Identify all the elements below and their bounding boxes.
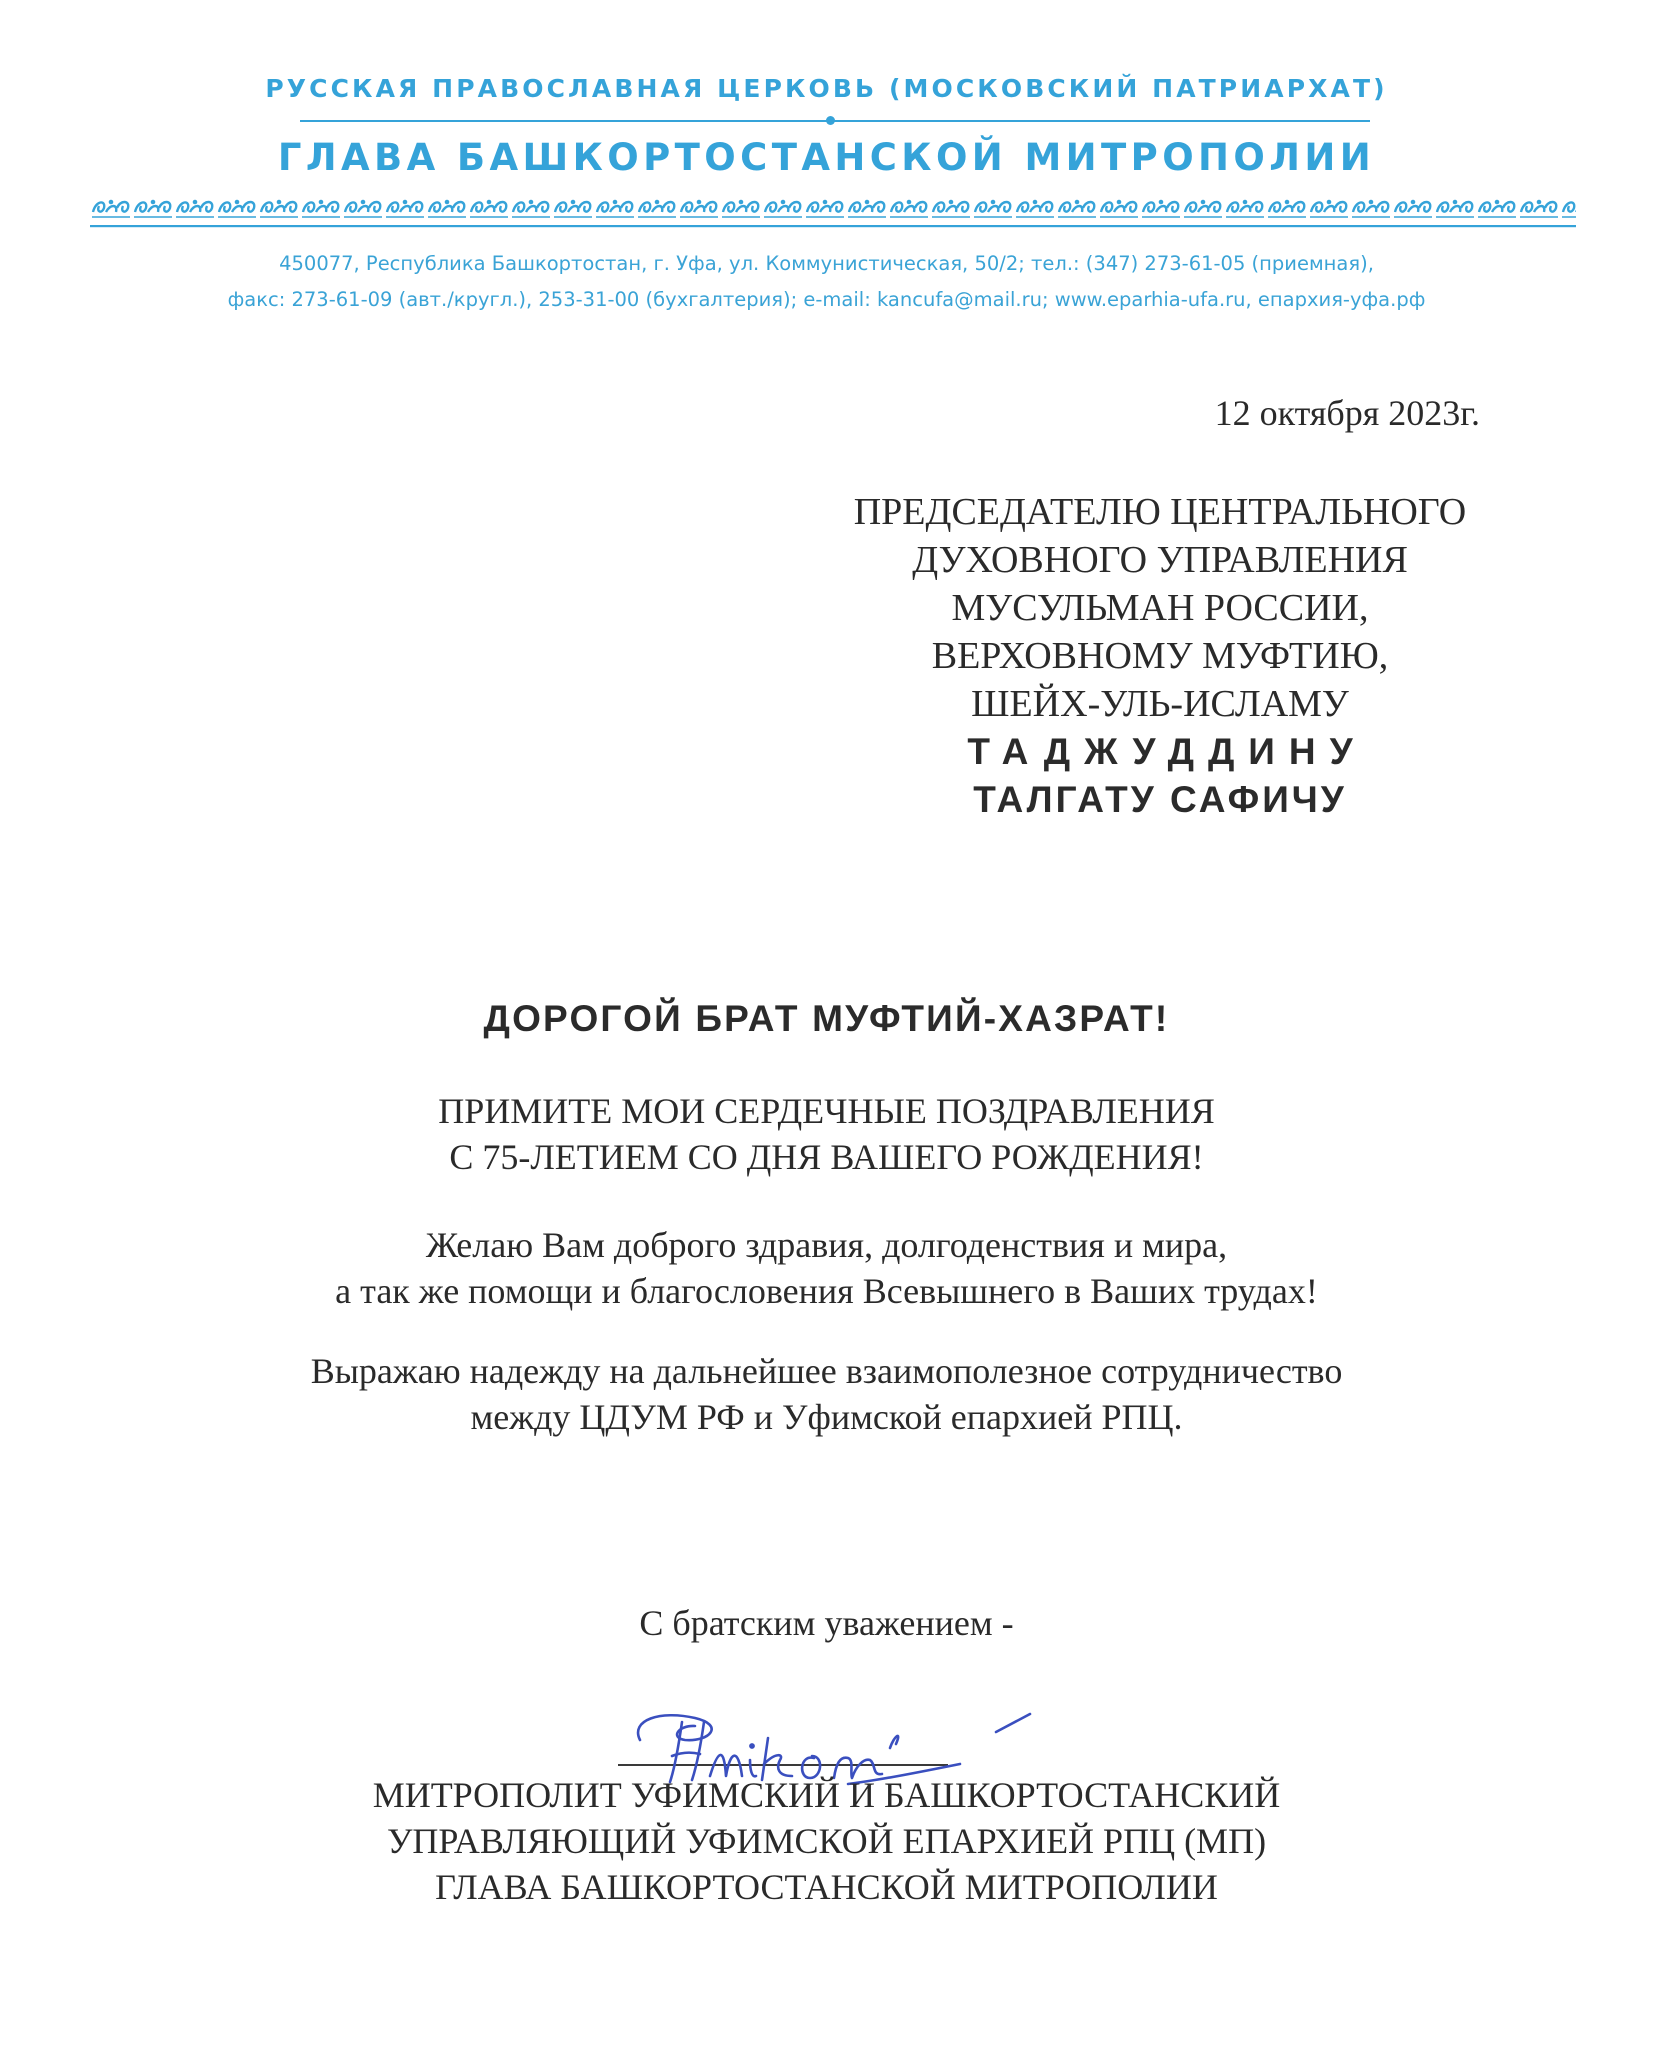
signer-block <box>0 1772 1653 1910</box>
paragraph-line: между ЦДУМ РФ и Уфимской епархией РПЦ. <box>470 1397 1183 1437</box>
addressee-line: ПРЕДСЕДАТЕЛЮ ЦЕНТРАЛЬНОГО <box>853 491 1467 533</box>
letterhead-address-line2: факс: 273-61-09 (авт./кругл.), 253-31-00 (бухгалтерия); e-mail: kancufa@mail.ru; www.eparhia-ufa.ru, епархия-уфа.рф <box>227 288 1426 311</box>
paragraph-line: Выражаю надежду на дальнейшее взаимополезное сотрудничество <box>310 1351 1343 1391</box>
addressee-line: ВЕРХОВНОМУ МУФТИЮ, <box>931 635 1389 677</box>
addressee-block <box>700 488 1620 824</box>
addressee-line: МУСУЛЬМАН РОССИИ, <box>951 587 1369 629</box>
addressee-line: ШЕЙХ-УЛЬ-ИСЛАМУ <box>971 683 1349 725</box>
paragraph-line: Желаю Вам доброго здравия, долгоденствия и мира, <box>425 1225 1228 1265</box>
letterhead-title: ГЛАВА БАШКОРТОСТАНСКОЙ МИТРОПОЛИИ <box>277 136 1376 179</box>
ornament-border <box>90 194 1576 230</box>
paragraph-line: а так же помощи и благословения Всевышнего в Ваших трудах! <box>335 1271 1318 1311</box>
cooperation-paragraph <box>0 1348 1653 1440</box>
addressee-surname: ТАДЖУДДИНУ <box>967 731 1367 772</box>
letterhead-address-line1: 450077, Республика Башкортостан, г. Уфа, ул. Коммунистическая, 50/2; тел.: (347) 273-61-05 (приемная), <box>279 252 1374 275</box>
wishes-paragraph <box>0 1222 1653 1314</box>
addressee-name: ТАЛГАТУ САФИЧУ <box>973 779 1347 820</box>
letter-date: 12 октября 2023г. <box>1214 393 1480 433</box>
paragraph-line: С 75-ЛЕТИЕМ СО ДНЯ ВАШЕГО РОЖДЕНИЯ! <box>449 1137 1204 1177</box>
signer-line: ГЛАВА БАШКОРТОСТАНСКОЙ МИТРОПОЛИИ <box>435 1867 1218 1907</box>
congratulation-paragraph <box>0 1088 1653 1180</box>
addressee-line: ДУХОВНОГО УПРАВЛЕНИЯ <box>912 539 1408 581</box>
paragraph-line: ПРИМИТЕ МОИ СЕРДЕЧНЫЕ ПОЗДРАВЛЕНИЯ <box>438 1091 1215 1131</box>
letterhead-rule <box>300 120 1370 122</box>
signer-line: МИТРОПОЛИТ УФИМСКИЙ И БАШКОРТОСТАНСКИЙ <box>372 1775 1281 1815</box>
closing-line: С братским уважением - <box>639 1603 1014 1643</box>
greeting-heading: ДОРОГОЙ БРАТ МУФТИЙ-ХАЗРАТ! <box>483 998 1170 1039</box>
signer-line: УПРАВЛЯЮЩИЙ УФИМСКОЙ ЕПАРХИЕЙ РПЦ (МП) <box>386 1821 1267 1861</box>
letterhead-church: РУССКАЯ ПРАВОСЛАВНАЯ ЦЕРКОВЬ (МОСКОВСКИЙ ПАТРИАРХАТ) <box>265 74 1388 103</box>
letterhead-dot <box>826 116 835 125</box>
